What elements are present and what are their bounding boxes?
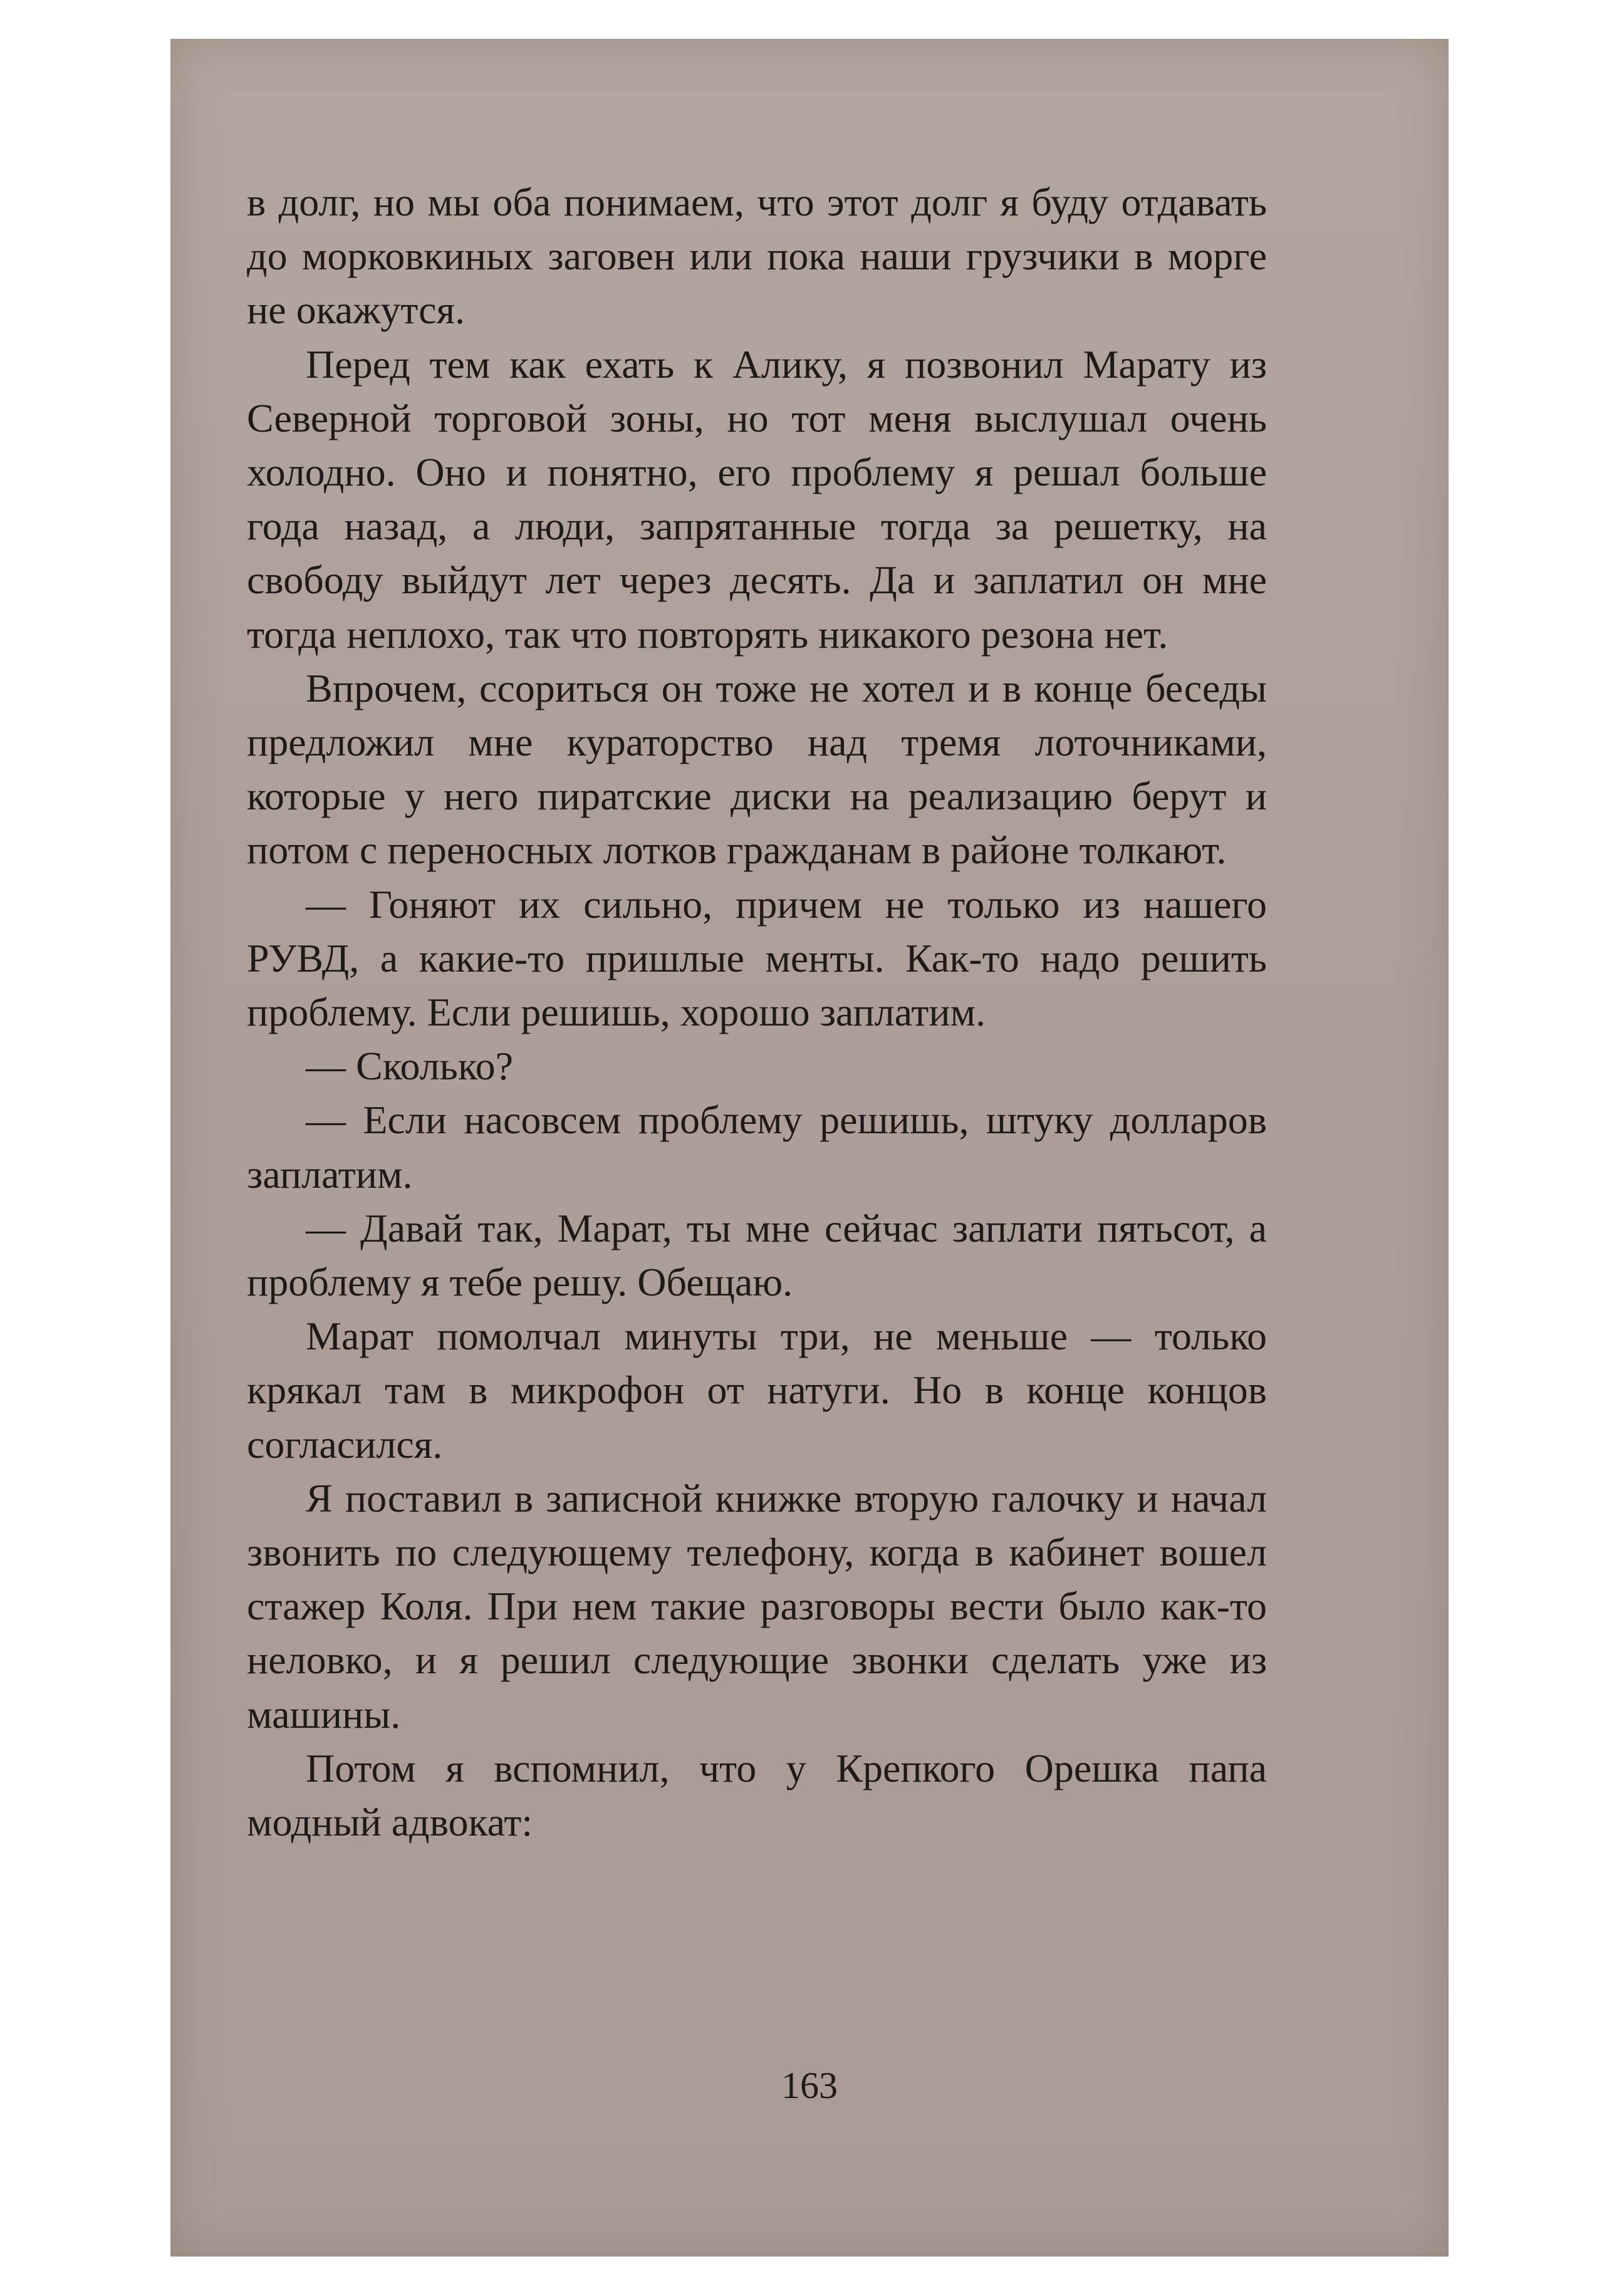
paragraph: Я поставил в записной книжке вторую галочку и начал звонить по следующему телефону, когда в кабинет вошел стажер Коля. При нем такие разговоры вести было как-то неловко, и я решил следующие звонки сделать уже из машины. [247, 1475, 1267, 1737]
paragraph: Потом я вспомнил, что у Крепкого Орешка папа модный адвокат: [247, 1745, 1267, 1845]
page-number: 163 [781, 2065, 838, 2106]
paragraph: в долг, но мы оба понимаем, что этот долг я буду отдавать до морковкиных заговен или пока наши грузчики в морге не окажутся. [247, 180, 1267, 333]
book-page [170, 39, 1449, 2257]
paragraph: Марат помолчал минуты три, не меньше — только крякал там в микрофон от натуги. Но в конце концов согласился. [247, 1314, 1267, 1467]
dialogue-line: — Если насовсем проблему решишь, штуку долларов заплатим. [247, 1098, 1267, 1197]
dialogue-line: — Гоняют их сильно, причем не только из нашего РУВД, а какие-то пришлые менты. Как-то надо решить проблему. Если решишь, хорошо заплатим. [247, 881, 1267, 1035]
dialogue-line: — Давай так, Марат, ты мне сейчас заплати пятьсот, а проблему я тебе решу. Обещаю. [247, 1205, 1267, 1305]
paragraph: Перед тем как ехать к Алику, я позвонил Марату из Северной торговой зоны, но тот меня выслушал очень холодно. Оно и понятно, его проблему я решал больше года назад, а люди, запрятанные тогда за решетку, на свободу выйдут лет через десять. Да и заплатил он мне тогда неплохо, так что повторять никакого резона нет. [247, 341, 1267, 657]
paragraph: Впрочем, ссориться он тоже не хотел и в конце беседы предложил мне кураторство над тремя лоточниками, которые у него пиратские диски на реализацию берут и потом с переносных лотков гражданам в районе толкают. [247, 665, 1267, 873]
body-text [247, 175, 1267, 1849]
dialogue-line: — Сколько? [306, 1044, 514, 1089]
